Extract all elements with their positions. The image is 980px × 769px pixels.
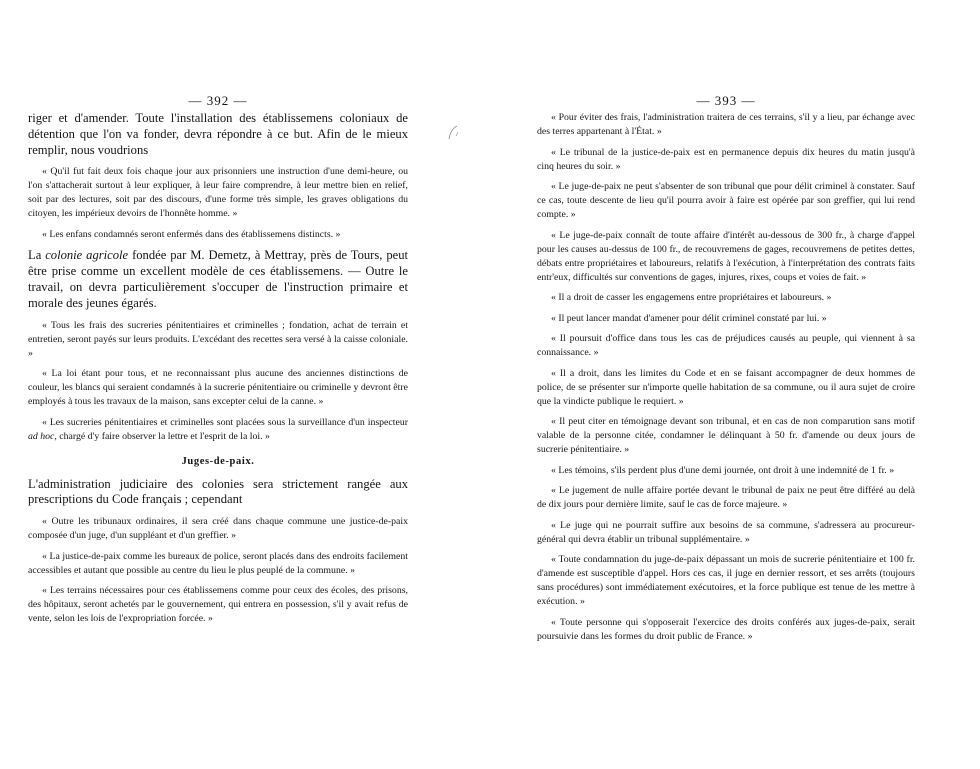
quote-tribunaux: « Outre les tribunaux ordinaires, il sera créé dans chaque commune une justice-de-paix composée d'un juge, d'un suppléant et d'un greffier. » [28, 516, 408, 542]
quote-surveillance [28, 416, 408, 444]
section-heading: Juges-de-paix. [181, 455, 255, 467]
italic-term: ad hoc [28, 430, 55, 442]
right-page [537, 0, 915, 769]
text-span: , chargé d'y faire observer la lettre et l'esprit de la loi. » [54, 430, 270, 442]
quote-frais-sucreries: « Tous les frais des sucreries pénitentiaires et criminelles ; fondation, achat de terrain et entretien, seront payés sur leurs produits. L'excédant des recettes sera versé à la caisse coloniale. » [28, 319, 408, 359]
quote-mandat: « Il peut lancer mandat d'amener pour délit criminel constaté par lui. » [551, 312, 827, 324]
quote-temoignage: « Il peut citer en témoignage devant son tribunal, et en cas de non comparution sans motif valable de la personne citée, condamner le délinquant à 50 fr. d'amende ou deux jours de sucrerie pénitentiaire. » [537, 416, 915, 455]
page-number-393: — 393 — [696, 93, 756, 108]
italic-term: colonie agricole [45, 248, 129, 263]
text-span: « Les sucreries pénitentiaires et criminelles sont placées sous la surveillance d'un inspecteur [42, 416, 408, 428]
quote-instruction: « Qu'il fut fait deux fois chaque jour aux prisonniers une instruction d'une demi-heure, ou l'on s'attacherait surtout à leur expliquer, à leur faire comprendre, à leur mettre bien en relief, soit par des lectures, soit par des discours, d'une forme très simple, les graves obligations du citoyen, les impérieux devoirs de l'honnête homme. » [28, 166, 408, 220]
quote-police: « Il a droit, dans les limites du Code et en se faisant accompagner de deux hommes de police, de se présenter sur n'importe quelle habitation de sa commune, ou il aura sujet de croire que la vindicte publique le requiert. » [537, 367, 915, 407]
paragraph-administration: L'administration judiciaire des colonies sera strictement rangée aux prescriptions du Code français ; cependant [28, 476, 408, 507]
quote-jugement: « Le jugement de nulle affaire portée devant le tribunal de paix ne peut être différé au delà de dix jours pour dernière limite, sauf le cas de force majeure. » [537, 485, 915, 510]
quote-permanence: « Le tribunal de la justice-de-paix est en permanence depuis dix heures du matin jusqu'à cinq heures du soir. » [537, 146, 915, 172]
paragraph-colonie-agricole [28, 248, 408, 311]
quote-loi-pour-tous: « La loi étant pour tous, et ne reconnaissant plus aucune des anciennes distinctions de couleur, les blancs qui seraient condamnés à la sucrerie pénitentiaire ou criminelle y devront être employés à tous les travaux de la maison, sans excepter celui de la canne. » [28, 368, 408, 408]
quote-absence: « Le juge-de-paix ne peut s'absenter de son tribunal que pour délit criminel à constater. Sauf ce cas, toute descente de lieu qu'il pourra avoir à faire est opérée par son greffier, qui lui rend compte. » [537, 181, 915, 220]
quote-engagemens: « Il a droit de casser les engagemens entre propriétaires et laboureurs. » [551, 292, 832, 303]
quote-appel: « Toute condamnation du juge-de-paix dépassant un mois de sucrerie pénitentiaire et 100 fr. d'amende est susceptible d'appel. Hors ces cas, il juge en dernier ressort, et ses arrêts (toujours sans procédures) sont immédiatement exécutoires, et la force publique est tenue de les mettre à exécution. » [537, 554, 915, 607]
text-span: fondée par M. Demetz, à Mettray, près de Tours, peut être prise comme un excellent modèle de ces établissemens. — Outre le travail, on devra particulièrement s'occuper de l'instruction primaire et morale des jeunes égarés. [28, 248, 409, 310]
page-number-392: — 392 — [188, 93, 248, 108]
text-span: La [28, 248, 46, 263]
quote-opposition: « Toute personne qui s'opposerait l'exercice des droits conférés aux juges-de-paix, serait poursuivie dans les formes du droit public de France. » [537, 616, 915, 642]
quote-enfans: « Les enfans condamnés seront enfermés dans des établissemens distincts. » [42, 228, 341, 240]
quote-supplementaire: « Le juge qui ne pourrait suffire aux besoins de sa commune, s'adressera au procureur-général qui devra établir un tribunal supplémentaire. » [537, 519, 915, 545]
quote-terrains: « Les terrains nécessaires pour ces établissemens comme pour ceux des écoles, des prisons, des hôpitaux, seront achetés par le gouvernement, qui entrera en possession, s'il y avait refus de vente, selon les lois de l'expropriation forcée. » [28, 585, 408, 625]
quote-temoins: « Les témoins, s'ils perdent plus d'une demi journée, ont droit à une indemnité de 1 fr. » [551, 464, 895, 476]
quote-competence: « Le juge-de-paix connaît de toute affaire d'intérêt au-dessous de 300 fr., à charge d'appel pour les causes au-dessus de 100 fr., de recouvremens de gages, recouvremens de petites dettes, débats entre propriétaires et laboureurs, relatifs à l'exécution, à l'interprétation des contrats faits entr'eux, difficultés sur conventions de gages, injures, rixes, coups et voies de fait. » [537, 229, 915, 283]
paragraph-intro: riger et d'amender. Toute l'installation des établissemens coloniaux de détention que l'on va fonder, devra répondre à ce but. Afin de le mieux remplir, nous voudrions [28, 111, 408, 157]
quote-office: « Il poursuit d'office dans tous les cas de préjudices causés au peuple, qui viennent à sa connaissance. » [537, 333, 915, 358]
quote-frais: « Pour éviter des frais, l'administration traitera de ces terrains, s'il y a lieu, par échange avec des terres appartenant à l'État. » [537, 112, 915, 137]
quote-bureaux-police: « La justice-de-paix comme les bureaux de police, seront placés dans des endroits facilement accessibles et autant que possible au centre du lieu le plus peuplé de la commune. » [28, 550, 408, 576]
pencil-mark [447, 124, 461, 142]
left-page [28, 0, 408, 769]
